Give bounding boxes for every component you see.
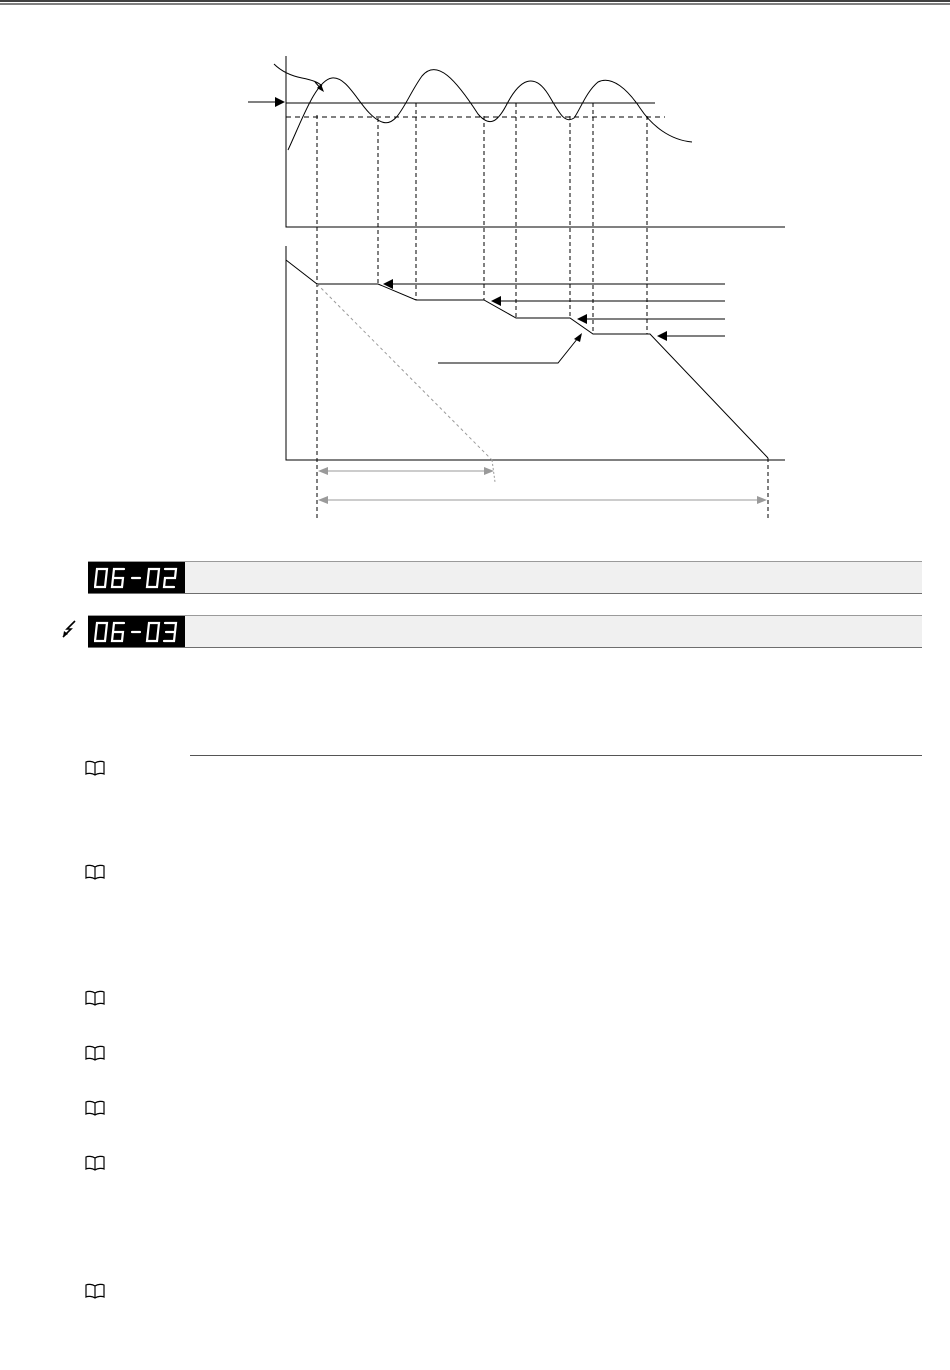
- leader-arrowhead: [574, 333, 582, 342]
- open-book-icon: [85, 990, 105, 1006]
- lower-graph-axes: [286, 246, 785, 460]
- arrowhead-1: [383, 279, 393, 289]
- lcd-digits-06-02: [94, 567, 180, 589]
- annotation-leader: [438, 338, 578, 363]
- open-book-icon: [85, 864, 105, 880]
- open-book-icon: [85, 1100, 105, 1116]
- parameter-header-06-02: [88, 561, 922, 594]
- arrowhead-4: [657, 331, 667, 341]
- lightning-bolt-icon: [60, 619, 78, 639]
- open-book-icon: [85, 1155, 105, 1171]
- section-divider: [190, 755, 922, 756]
- open-book-icon: [85, 1045, 105, 1061]
- upper-left-curve: [274, 64, 322, 86]
- decel-reference-dashed: [317, 284, 492, 460]
- seven-segment-display: [88, 562, 185, 593]
- stepped-frequency-curve: [286, 260, 768, 458]
- lcd-digits-06-03: [94, 621, 180, 643]
- oscillating-waveform: [288, 70, 692, 150]
- vertical-guides: [317, 103, 768, 520]
- seven-segment-display: [88, 616, 185, 647]
- arrowhead-3: [577, 314, 587, 324]
- parameter-header-06-03: [88, 615, 922, 648]
- open-book-icon: [85, 760, 105, 776]
- header-rule: [0, 0, 950, 6]
- timing-diagram: [240, 50, 800, 520]
- open-book-icon: [85, 1283, 105, 1299]
- level-arrowhead: [275, 97, 285, 107]
